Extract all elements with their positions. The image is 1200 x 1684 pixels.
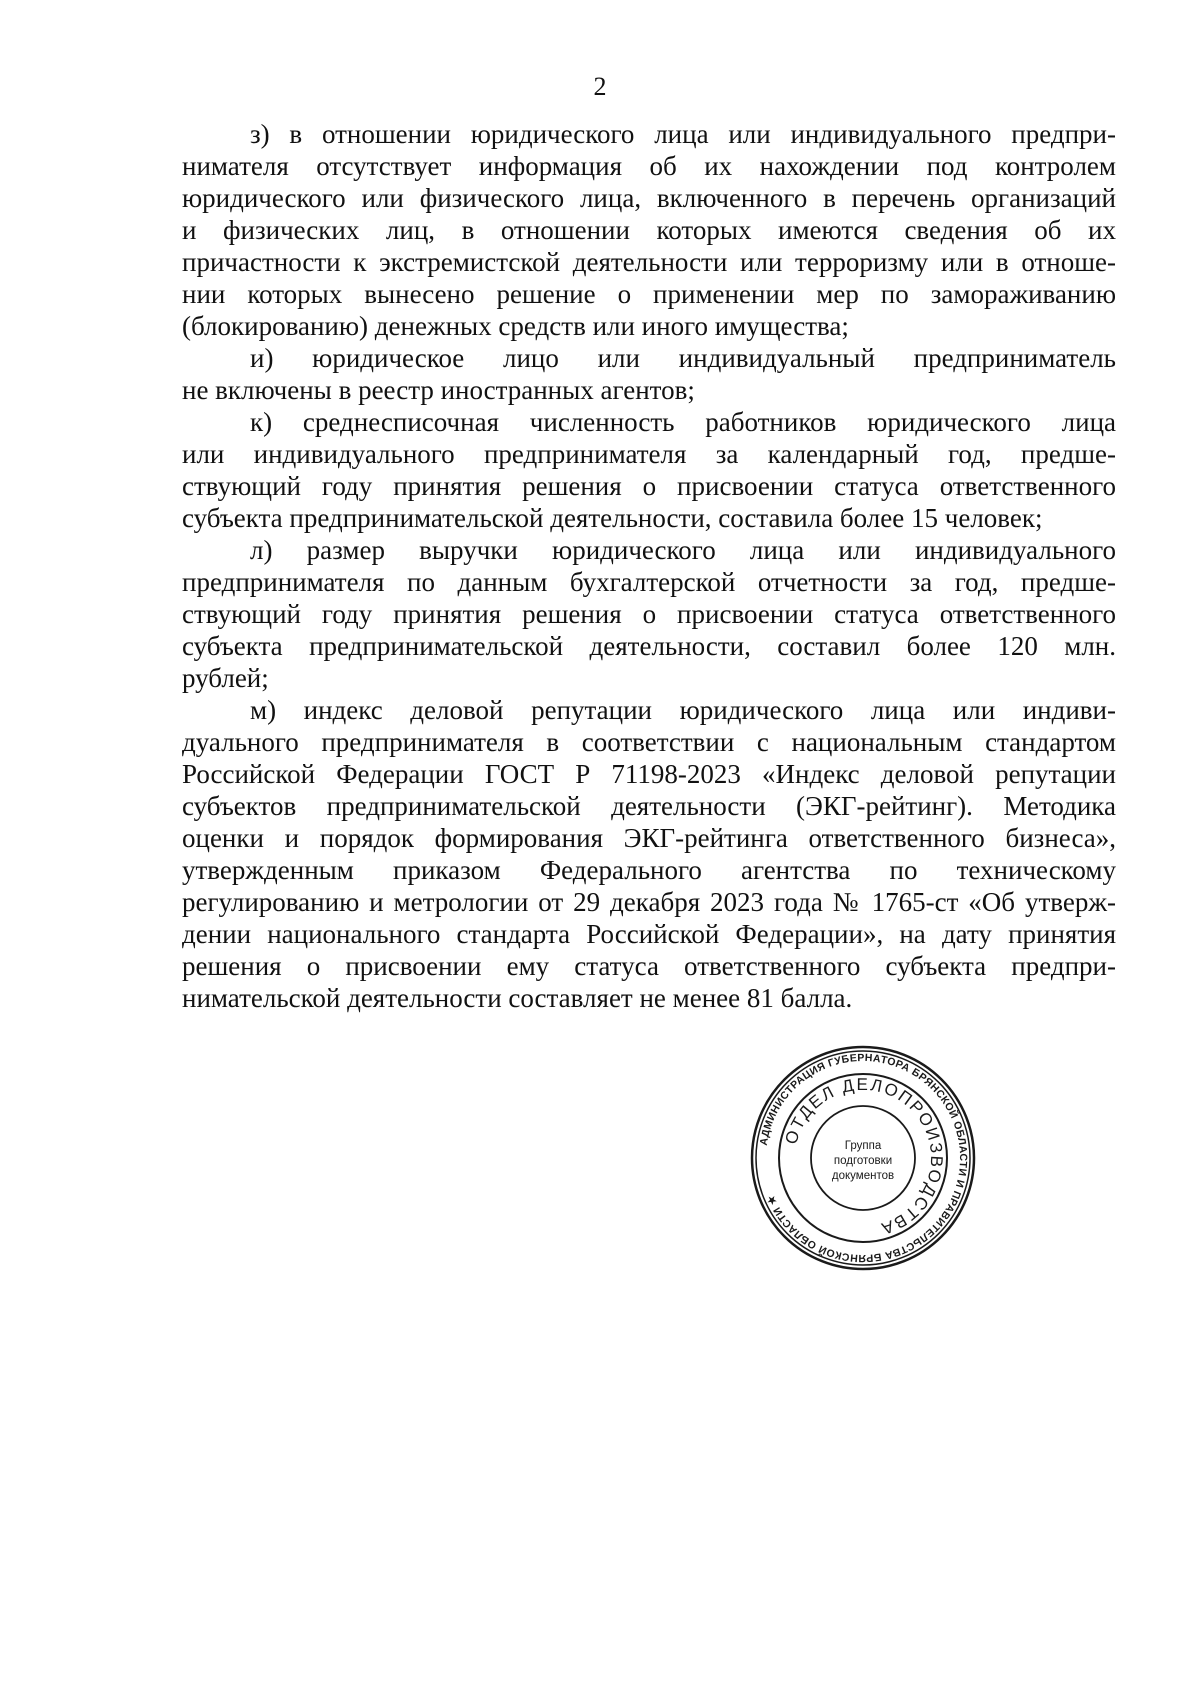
text-line: предпринимателя по данным бухгалтерской отчетности за год, предше- bbox=[182, 567, 1116, 597]
text-line: утвержденным приказом Федерального агентства по техническому bbox=[182, 855, 1116, 885]
text-line: нимательской деятельности составляет не менее 81 балла. bbox=[182, 983, 853, 1013]
text-line: з) в отношении юридического лица или индивидуального предпри- bbox=[250, 119, 1116, 149]
text-line: юридического или физического лица, включенного в перечень организаций bbox=[182, 183, 1116, 213]
official-seal-stamp bbox=[750, 1045, 976, 1271]
seal-center-line: документов bbox=[831, 1170, 895, 1182]
text-line: регулированию и метрологии от 29 декабря 2023 года № 1765-ст «Об утверж- bbox=[182, 887, 1116, 917]
text-line: субъекта предпринимательской деятельности, составил более 120 млн. bbox=[182, 631, 1116, 661]
text-line: ствующий году принятия решения о присвоении статуса ответственного bbox=[182, 471, 1116, 501]
text-line: субъектов предпринимательской деятельности (ЭКГ-рейтинг). Методика bbox=[182, 791, 1116, 821]
text-line: дуального предпринимателя в соответствии с национальным стандартом bbox=[182, 727, 1116, 757]
text-line: оценки и порядок формирования ЭКГ-рейтинга ответственного бизнеса», bbox=[182, 823, 1116, 853]
page-number: 2 bbox=[593, 72, 607, 101]
paragraph-k bbox=[182, 406, 1116, 534]
text-line: и физических лиц, в отношении которых имеются сведения об их bbox=[182, 215, 1116, 245]
text-line: ствующий году принятия решения о присвоении статуса ответственного bbox=[182, 599, 1116, 629]
seal-center-line: Группа bbox=[844, 1140, 882, 1152]
text-line: Российской Федерации ГОСТ Р 71198-2023 «Индекс деловой репутации bbox=[182, 759, 1116, 789]
text-line: (блокированию) денежных средств или иного имущества; bbox=[182, 311, 849, 341]
text-line: л) размер выручки юридического лица или индивидуального bbox=[250, 535, 1116, 565]
text-line: дении национального стандарта Российской Федерации», на дату принятия bbox=[182, 919, 1116, 949]
text-line: нимателя отсутствует информация об их нахождении под контролем bbox=[182, 151, 1116, 181]
seal-outer-text: АДМИНИСТРАЦИЯ ГУБЕРНАТОРА БРЯНСКОЙ ОБЛАСТИ И ПРАВИТЕЛЬСТВА БРЯНСКОЙ ОБЛАСТИ ★ bbox=[757, 1051, 970, 1265]
paragraph-z bbox=[182, 118, 1116, 342]
text-line: м) индекс деловой репутации юридического лица или индиви- bbox=[250, 695, 1116, 725]
text-line: причастности к экстремистской деятельности или терроризму или в отноше- bbox=[182, 247, 1116, 277]
document-body bbox=[182, 118, 1116, 1014]
paragraph-m bbox=[182, 694, 1116, 1014]
paragraph-l bbox=[182, 534, 1116, 694]
text-line: рублей; bbox=[182, 663, 269, 693]
text-line: или индивидуального предпринимателя за календарный год, предше- bbox=[182, 439, 1116, 469]
seal-graphic bbox=[750, 1045, 976, 1271]
paragraph-i bbox=[182, 342, 1116, 406]
seal-inner-text: ОТДЕЛ ДЕЛОПРОИЗВОДСТВА bbox=[781, 1074, 947, 1239]
text-line: не включены в реестр иностранных агентов; bbox=[182, 375, 695, 405]
text-line: и) юридическое лицо или индивидуальный предприниматель bbox=[250, 343, 1116, 373]
text-line: решения о присвоении ему статуса ответственного субъекта предпри- bbox=[182, 951, 1116, 981]
seal-center-line: подготовки bbox=[833, 1155, 893, 1167]
text-line: нии которых вынесено решение о применении мер по замораживанию bbox=[182, 279, 1116, 309]
text-line: к) среднесписочная численность работников юридического лица bbox=[250, 407, 1116, 437]
text-line: субъекта предпринимательской деятельности, составила более 15 человек; bbox=[182, 503, 1043, 533]
